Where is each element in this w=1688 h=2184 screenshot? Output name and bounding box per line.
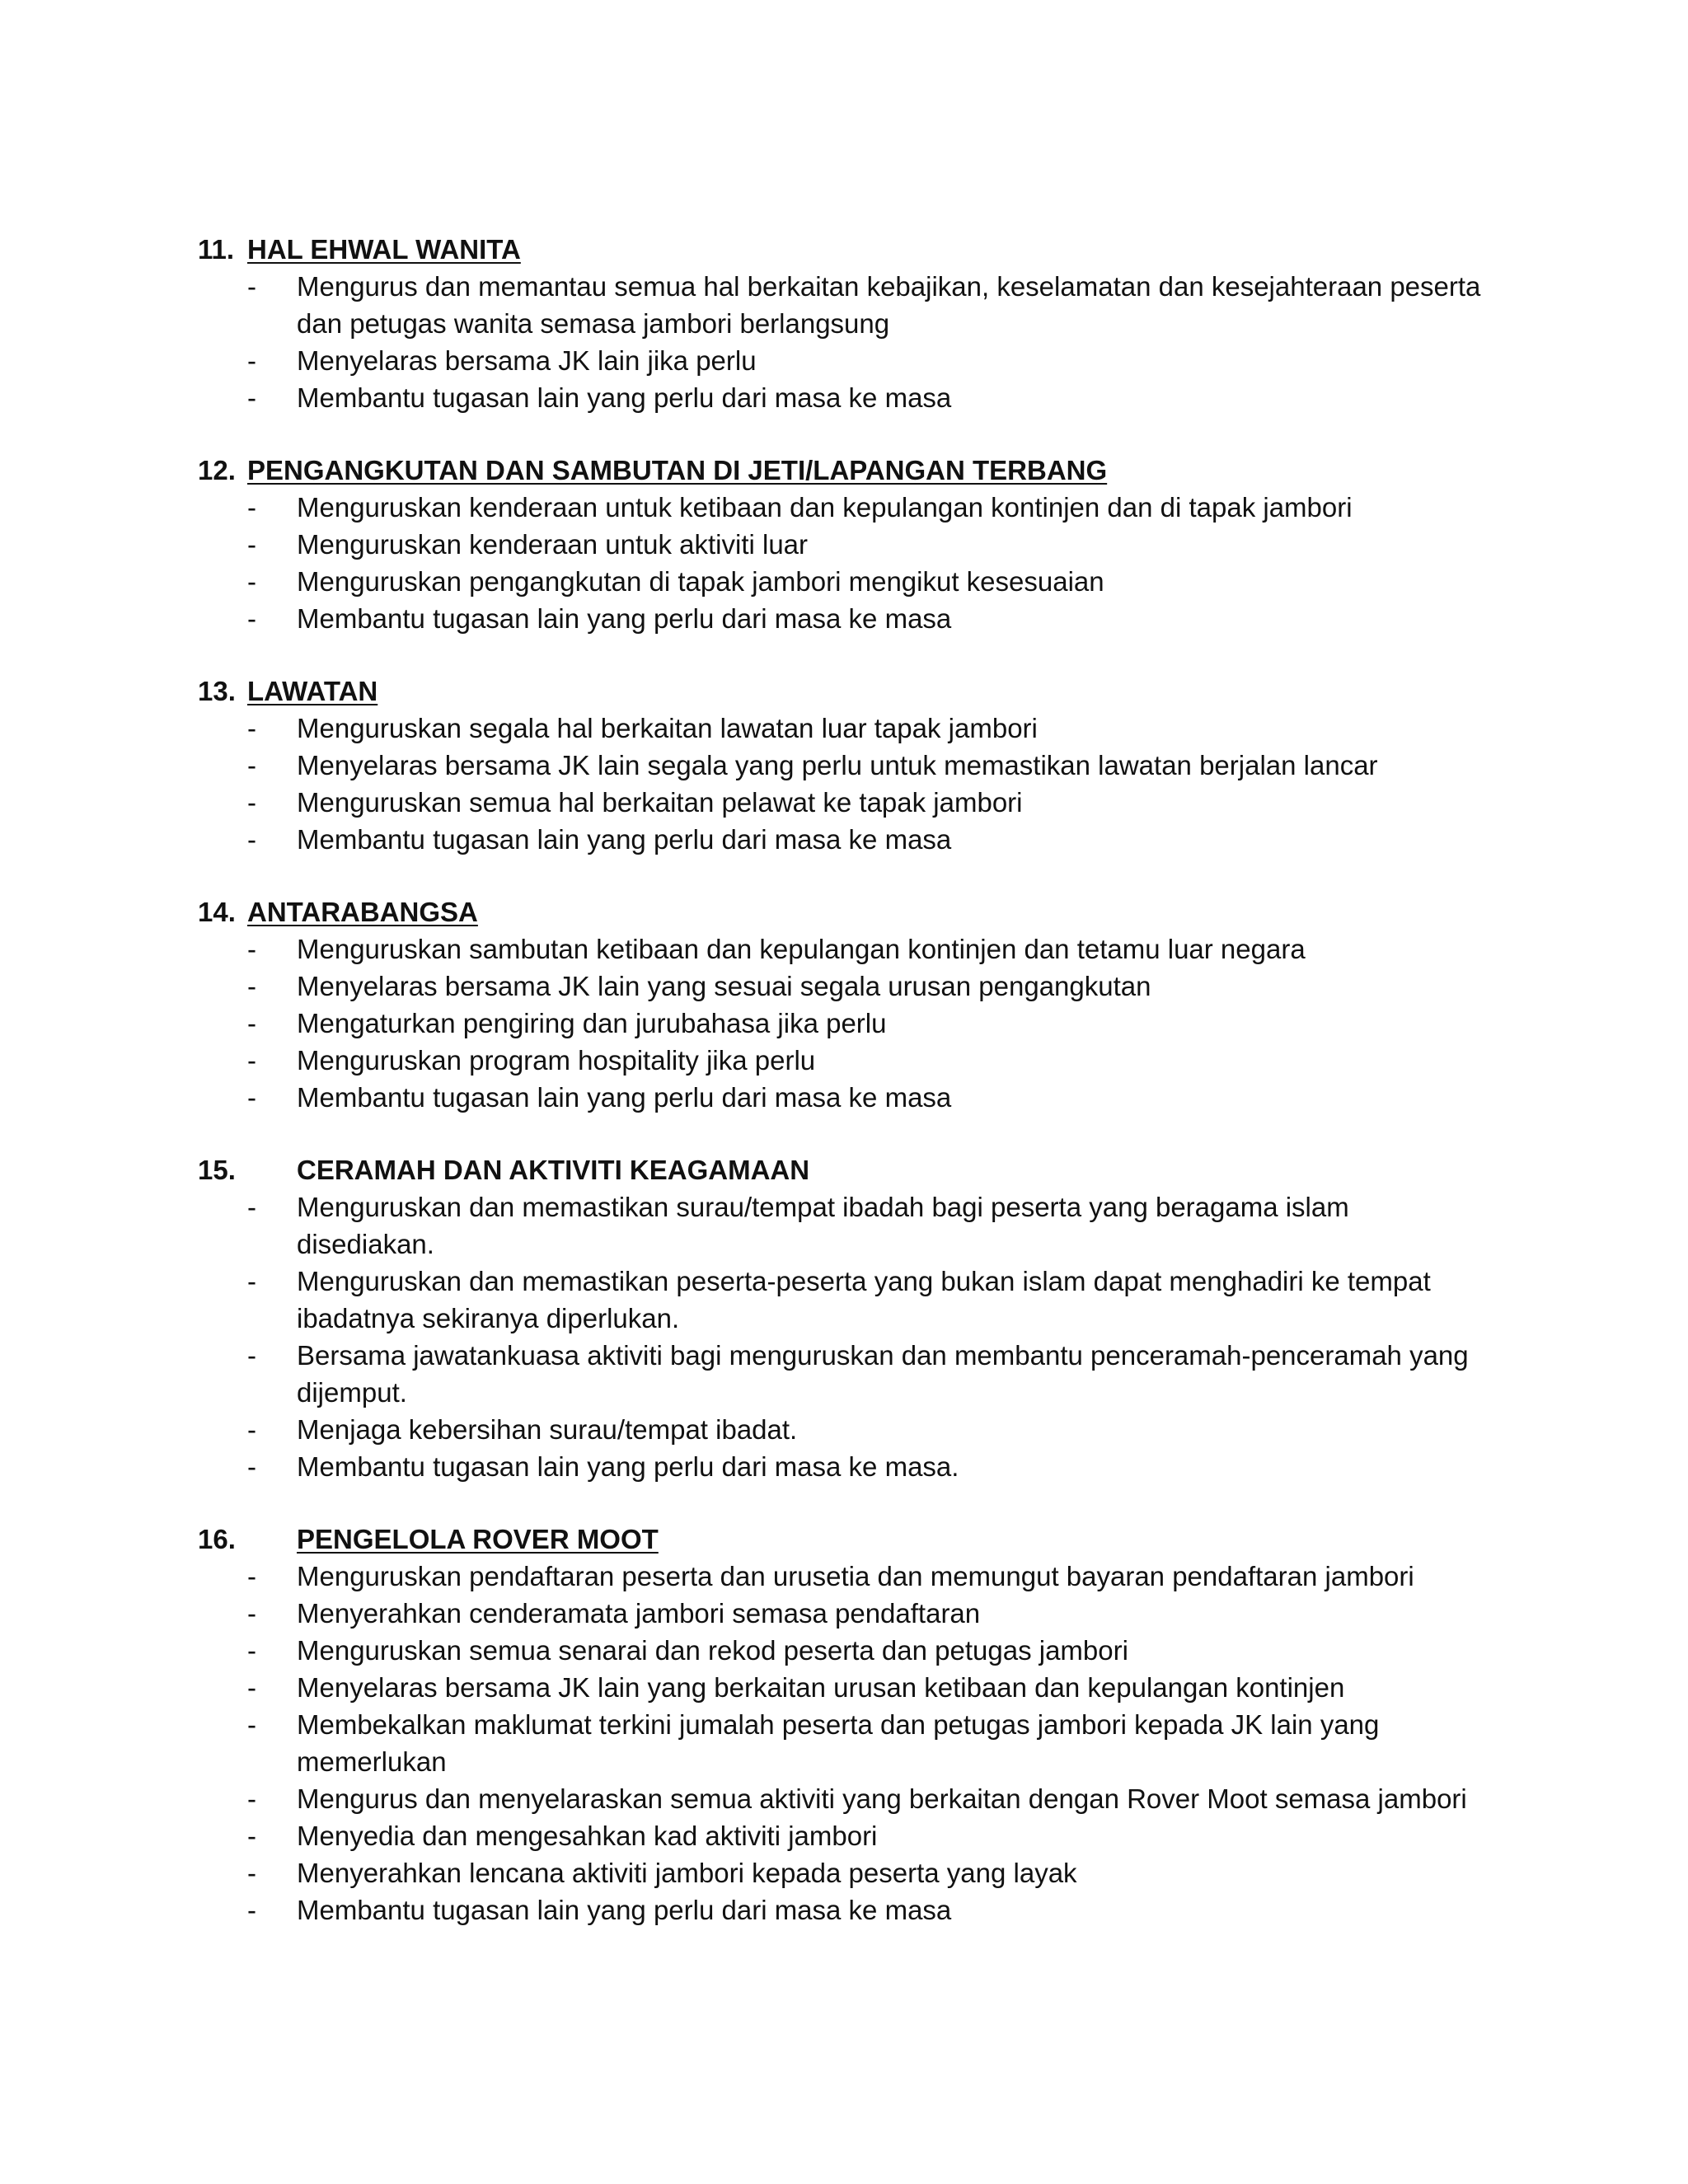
list-item <box>198 489 1484 526</box>
list-item-text: Menyelaras bersama JK lain jika perlu <box>297 345 757 376</box>
section-title: LAWATAN <box>247 676 378 706</box>
bullet-dash: - <box>247 787 256 818</box>
bullet-dash: - <box>247 750 256 780</box>
section-number: 15. <box>198 1155 236 1185</box>
bullet-dash: - <box>247 529 256 560</box>
list-item-text: Menyelaras bersama JK lain yang sesuai segala urusan pengangkutan <box>297 971 1151 1001</box>
list-item <box>198 784 1484 821</box>
list-item-text: Menguruskan semua hal berkaitan pelawat ke tapak jambori <box>297 787 1023 818</box>
bullet-dash: - <box>247 1045 256 1076</box>
section-heading <box>198 231 1484 268</box>
list-item <box>198 1706 1484 1780</box>
list-item <box>198 1780 1484 1817</box>
bullet-dash: - <box>247 1821 256 1851</box>
section-number: 12. <box>198 455 236 485</box>
bullet-dash: - <box>247 1082 256 1113</box>
list-item <box>198 1558 1484 1595</box>
bullet-dash: - <box>247 1340 256 1371</box>
section-title: PENGELOLA ROVER MOOT <box>297 1524 659 1554</box>
bullet-dash: - <box>247 1414 256 1445</box>
list-item-text: Membantu tugasan lain yang perlu dari masa ke masa. <box>297 1451 959 1482</box>
list-item <box>198 379 1484 416</box>
list-item-text: Menguruskan kenderaan untuk aktiviti luar <box>297 529 809 560</box>
section-number: 13. <box>198 676 236 706</box>
bullet-dash: - <box>247 713 256 743</box>
bullet-dash: - <box>247 1635 256 1666</box>
section-number: 16. <box>198 1524 236 1554</box>
section-title: ANTARABANGSA <box>247 897 478 927</box>
list-item <box>198 1448 1484 1485</box>
section-number: 14. <box>198 897 236 927</box>
list-item <box>198 1079 1484 1116</box>
section-heading <box>198 673 1484 710</box>
list-item-text: Membantu tugasan lain yang perlu dari masa ke masa <box>297 1082 952 1113</box>
section-items <box>198 930 1484 1116</box>
bullet-dash: - <box>247 271 256 302</box>
bullet-dash: - <box>247 1008 256 1038</box>
list-item <box>198 1669 1484 1706</box>
list-item-text: Menyelaras bersama JK lain yang berkaitan urusan ketibaan dan kepulangan kontinjen <box>297 1672 1345 1703</box>
list-item <box>198 1632 1484 1669</box>
list-item-text: Menguruskan kenderaan untuk ketibaan dan kepulangan kontinjen dan di tapak jambori <box>297 492 1353 523</box>
bullet-dash: - <box>247 603 256 634</box>
section-title: HAL EHWAL WANITA <box>247 234 521 265</box>
list-item-text: Membantu tugasan lain yang perlu dari masa ke masa <box>297 824 952 855</box>
list-item <box>198 821 1484 858</box>
list-item <box>198 1005 1484 1042</box>
bullet-dash: - <box>247 566 256 597</box>
list-item-text: Menguruskan dan memastikan surau/tempat ibadah bagi peserta yang beragama islam disediakan. <box>297 1192 1349 1259</box>
section-13 <box>198 673 1484 858</box>
section-number: 11. <box>198 234 235 265</box>
list-item <box>198 268 1484 342</box>
list-item-text: Menguruskan pengangkutan di tapak jambori mengikut kesesuaian <box>297 566 1104 597</box>
list-item-text: Membekalkan maklumat terkini jumalah peserta dan petugas jambori kepada JK lain yang memerlukan <box>297 1709 1380 1777</box>
bullet-dash: - <box>247 971 256 1001</box>
bullet-dash: - <box>247 382 256 413</box>
list-item <box>198 1042 1484 1079</box>
list-item-text: Menyelaras bersama JK lain segala yang perlu untuk memastikan lawatan berjalan lancar <box>297 750 1378 780</box>
list-item-text: Menguruskan program hospitality jika perlu <box>297 1045 816 1076</box>
bullet-dash: - <box>247 824 256 855</box>
list-item <box>198 1817 1484 1854</box>
section-heading <box>198 893 1484 930</box>
section-14 <box>198 893 1484 1116</box>
list-item-text: Mengurus dan menyelaraskan semua aktiviti yang berkaitan dengan Rover Moot semasa jambori <box>297 1783 1467 1814</box>
list-item-text: Membantu tugasan lain yang perlu dari masa ke masa <box>297 382 952 413</box>
bullet-dash: - <box>247 1451 256 1482</box>
list-item <box>198 710 1484 747</box>
list-item <box>198 1411 1484 1448</box>
list-item-text: Menguruskan pendaftaran peserta dan urusetia dan memungut bayaran pendaftaran jambori <box>297 1561 1414 1591</box>
section-title: PENGANGKUTAN DAN SAMBUTAN DI JETI/LAPANGAN TERBANG <box>247 455 1108 485</box>
bullet-dash: - <box>247 1192 256 1222</box>
list-item <box>198 1891 1484 1929</box>
section-12 <box>198 452 1484 637</box>
list-item-text: Bersama jawatankuasa aktiviti bagi menguruskan dan membantu penceramah-penceramah yang dijemput. <box>297 1340 1469 1408</box>
section-items <box>198 489 1484 637</box>
list-item <box>198 930 1484 968</box>
section-items <box>198 1558 1484 1929</box>
list-item <box>198 526 1484 563</box>
section-title: CERAMAH DAN AKTIVITI KEAGAMAAN <box>297 1155 810 1185</box>
bullet-dash: - <box>247 934 256 964</box>
list-item <box>198 563 1484 600</box>
list-item <box>198 747 1484 784</box>
list-item <box>198 1263 1484 1337</box>
section-15 <box>198 1151 1484 1485</box>
bullet-dash: - <box>247 345 256 376</box>
list-item-text: Mengaturkan pengiring dan jurubahasa jika perlu <box>297 1008 887 1038</box>
list-item-text: Membantu tugasan lain yang perlu dari masa ke masa <box>297 1895 952 1925</box>
list-item-text: Menyerahkan lencana aktiviti jambori kepada peserta yang layak <box>297 1858 1077 1888</box>
bullet-dash: - <box>247 1266 256 1296</box>
bullet-dash: - <box>247 1895 256 1925</box>
list-item <box>198 600 1484 637</box>
bullet-dash: - <box>247 1783 256 1814</box>
list-item <box>198 1595 1484 1632</box>
bullet-dash: - <box>247 1672 256 1703</box>
section-heading <box>198 452 1484 489</box>
list-item-text: Menguruskan sambutan ketibaan dan kepulangan kontinjen dan tetamu luar negara <box>297 934 1306 964</box>
bullet-dash: - <box>247 1561 256 1591</box>
section-items <box>198 268 1484 416</box>
bullet-dash: - <box>247 1858 256 1888</box>
list-item <box>198 1854 1484 1891</box>
list-item-text: Menyedia dan mengesahkan kad aktiviti jambori <box>297 1821 878 1851</box>
section-items <box>198 710 1484 858</box>
list-item-text: Menguruskan segala hal berkaitan lawatan luar tapak jambori <box>297 713 1038 743</box>
list-item-text: Membantu tugasan lain yang perlu dari masa ke masa <box>297 603 952 634</box>
list-item-text: Mengurus dan memantau semua hal berkaitan kebajikan, keselamatan dan kesejahteraan peserta dan petugas wanita semasa jambori berlangsung <box>297 271 1481 339</box>
list-item <box>198 968 1484 1005</box>
list-item <box>198 1337 1484 1411</box>
section-items <box>198 1188 1484 1485</box>
list-item <box>198 1188 1484 1263</box>
list-item-text: Menyerahkan cenderamata jambori semasa pendaftaran <box>297 1598 981 1629</box>
section-16 <box>198 1521 1484 1929</box>
section-11 <box>198 231 1484 416</box>
document-body <box>198 231 1484 1964</box>
section-heading <box>198 1521 1484 1558</box>
bullet-dash: - <box>247 1709 256 1740</box>
section-heading <box>198 1151 1484 1188</box>
bullet-dash: - <box>247 1598 256 1629</box>
bullet-dash: - <box>247 492 256 523</box>
list-item-text: Menguruskan semua senarai dan rekod peserta dan petugas jambori <box>297 1635 1128 1666</box>
list-item-text: Menguruskan dan memastikan peserta-peserta yang bukan islam dapat menghadiri ke tempat ibadatnya sekiranya diperlukan. <box>297 1266 1431 1333</box>
list-item <box>198 342 1484 379</box>
list-item-text: Menjaga kebersihan surau/tempat ibadat. <box>297 1414 798 1445</box>
